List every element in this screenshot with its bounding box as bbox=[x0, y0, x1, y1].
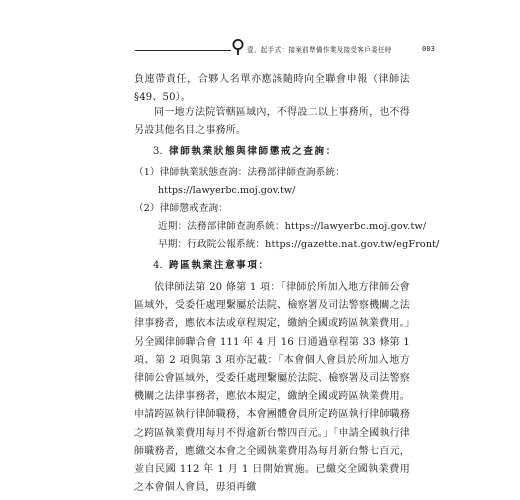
section-3-number: 3. bbox=[153, 146, 163, 157]
section-4-number: 4. bbox=[153, 260, 163, 271]
item-1-url-link[interactable]: https://lawyerbc.moj.gov.tw/ bbox=[158, 185, 296, 196]
item-2-label: （2）律師懲戒查詢： bbox=[134, 203, 228, 214]
running-header-title: 壹、起手式：接案前準備作業及接受客戶委任時 bbox=[247, 46, 392, 54]
page-number: 003 bbox=[422, 44, 435, 53]
item-1-label: （1）律師執業狀態查詢：法務部律師查詢系統： bbox=[134, 167, 345, 178]
header-rule bbox=[135, 50, 231, 51]
section-3-heading bbox=[153, 144, 413, 160]
item-2-recent-link[interactable]: 近期：法務部律師查詢系統：https://lawyerbc.moj.gov.tw/ bbox=[158, 221, 427, 232]
paragraph-cross-region: 依律師法第 20 條第 1 項：「律師於所加入地方律師公會區域外，受委任處理繫屬於法院、檢察署及司法警察機關之法律事務者，應依本法或章程規定，繳納全國或跨區執業費用。」另全國律師聯合會 111 年 4 月 16 日通過章程第 33 條第 1 項、第 2 項與第 3 項亦記載：「本會個人會員於所加入地方律師公會區域外，受委任處理繫屬於法院、檢察署及司法警察機關之法律事務者，應依本規定，繳納全國或跨區執業費用。申請跨區執行律師職務，本會團體會員所定跨區執行律師職務之跨區執業費用每月不得逾新台幣四百元。」「申請全國執行律師職務者，應繳交本會之全國執業費用為每月新台幣七百元，並自民國 112 年 1 月 1 日開始實施。已繳交全國執業費用之本會個人會員，毋須再繳 bbox=[134, 282, 410, 494]
section-4-heading bbox=[153, 258, 413, 274]
section-4-title: 跨區執業注意事項： bbox=[169, 260, 270, 271]
item-2-earlier-link[interactable]: 早期：行政院公報系統：https://gazette.nat.gov.tw/egFront/ bbox=[158, 239, 440, 250]
paragraph-partnership: 負連帶責任，合夥人名單亦應該隨時向全聯會申報（律師法§49、50）。 bbox=[134, 74, 410, 104]
magnifier-icon bbox=[231, 38, 247, 56]
section-3-title: 律師執業狀態與律師懲戒之查詢： bbox=[169, 146, 337, 157]
paragraph-office-rule: 同一地方法院管轄區域內，不得設二以上事務所，也不得另設其他名目之事務所。 bbox=[134, 107, 410, 137]
